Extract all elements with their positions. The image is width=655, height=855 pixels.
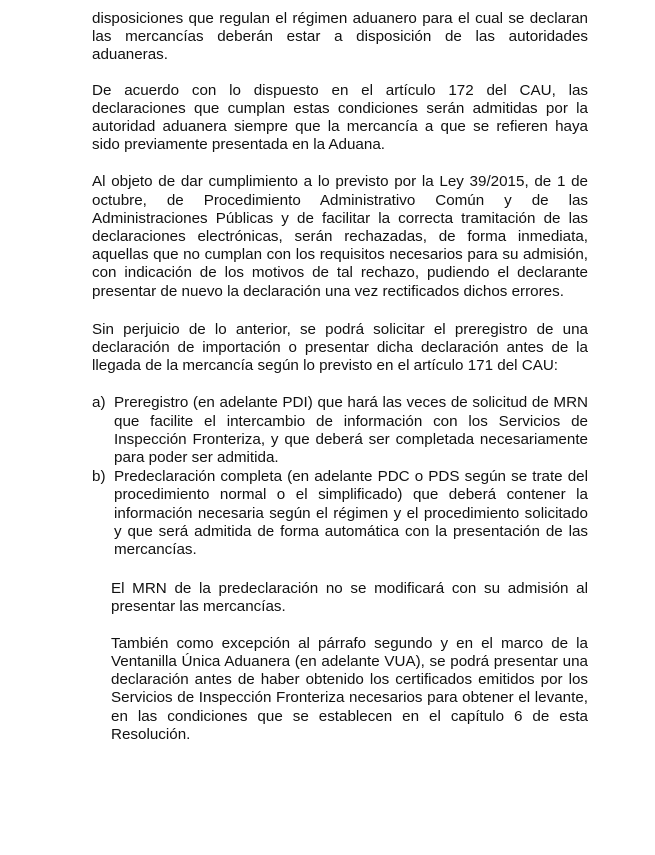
paragraph-article-172: De acuerdo con lo dispuesto en el artículo 172 del CAU, las declaraciones que cumplan estas condiciones serán admitidas por la autoridad aduanera siempre que la mercancía a que se refieren haya sido previamente presentada en la Aduana. xyxy=(92,81,588,154)
list-item xyxy=(92,468,588,559)
paragraph-vua-exception: También como excepción al párrafo segundo y en el marco de la Ventanilla Única Aduanera (en adelante VUA), se podrá presentar una declaración antes de haber obtenido los certificados emitidos por los Servicios de Inspección Fronteriza necesarios para obtener el levante, en las condiciones que se establecen en el capítulo 6 de esta Resolución. xyxy=(111,634,588,743)
list-marker: b) xyxy=(92,468,106,486)
paragraph-mrn-note: El MRN de la predeclaración no se modificará con su admisión al presentar las mercancías. xyxy=(111,580,588,616)
list-item xyxy=(92,394,588,467)
list-item-text: Predeclaración completa (en adelante PDC o PDS según se trate del procedimiento normal o el simplificado) que deberá contener la información necesaria según el régimen y el procedimiento solicitado y que será admitida de forma automática con la presentación de las mercancías. xyxy=(114,468,588,559)
document-page xyxy=(92,10,588,744)
paragraph-customs-provisions: disposiciones que regulan el régimen aduanero para el cual se declaran las mercancías deberán estar a disposición de las autoridades aduaneras. xyxy=(92,10,588,64)
list-item-text: Preregistro (en adelante PDI) que hará las veces de solicitud de MRN que facilite el intercambio de información con los Servicios de Inspección Fronteriza, y que deberá ser completada necesariamente para poder ser admitida. xyxy=(114,394,588,467)
paragraph-electronic-declarations: Al objeto de dar cumplimiento a lo previsto por la Ley 39/2015, de 1 de octubre, de Procedimiento Administrativo Común y de las Administraciones Públicas y de facilitar la correcta tramitación de las declaraciones electrónicas, serán rechazadas, de forma inmediata, aquellas que no cumplan con los requisitos necesarios para su admisión, con indicación de los motivos de tal rechazo, pudiendo el declarante presentar de nuevo la declaración una vez rectificados dichos errores. xyxy=(92,173,588,300)
paragraph-preregistration: Sin perjuicio de lo anterior, se podrá solicitar el preregistro de una declaración de importación o presentar dicha declaración antes de la llegada de la mercancía según lo previsto en el artículo 171 del CAU: xyxy=(92,320,588,375)
declaration-options-list xyxy=(92,394,588,559)
list-marker: a) xyxy=(92,394,106,412)
